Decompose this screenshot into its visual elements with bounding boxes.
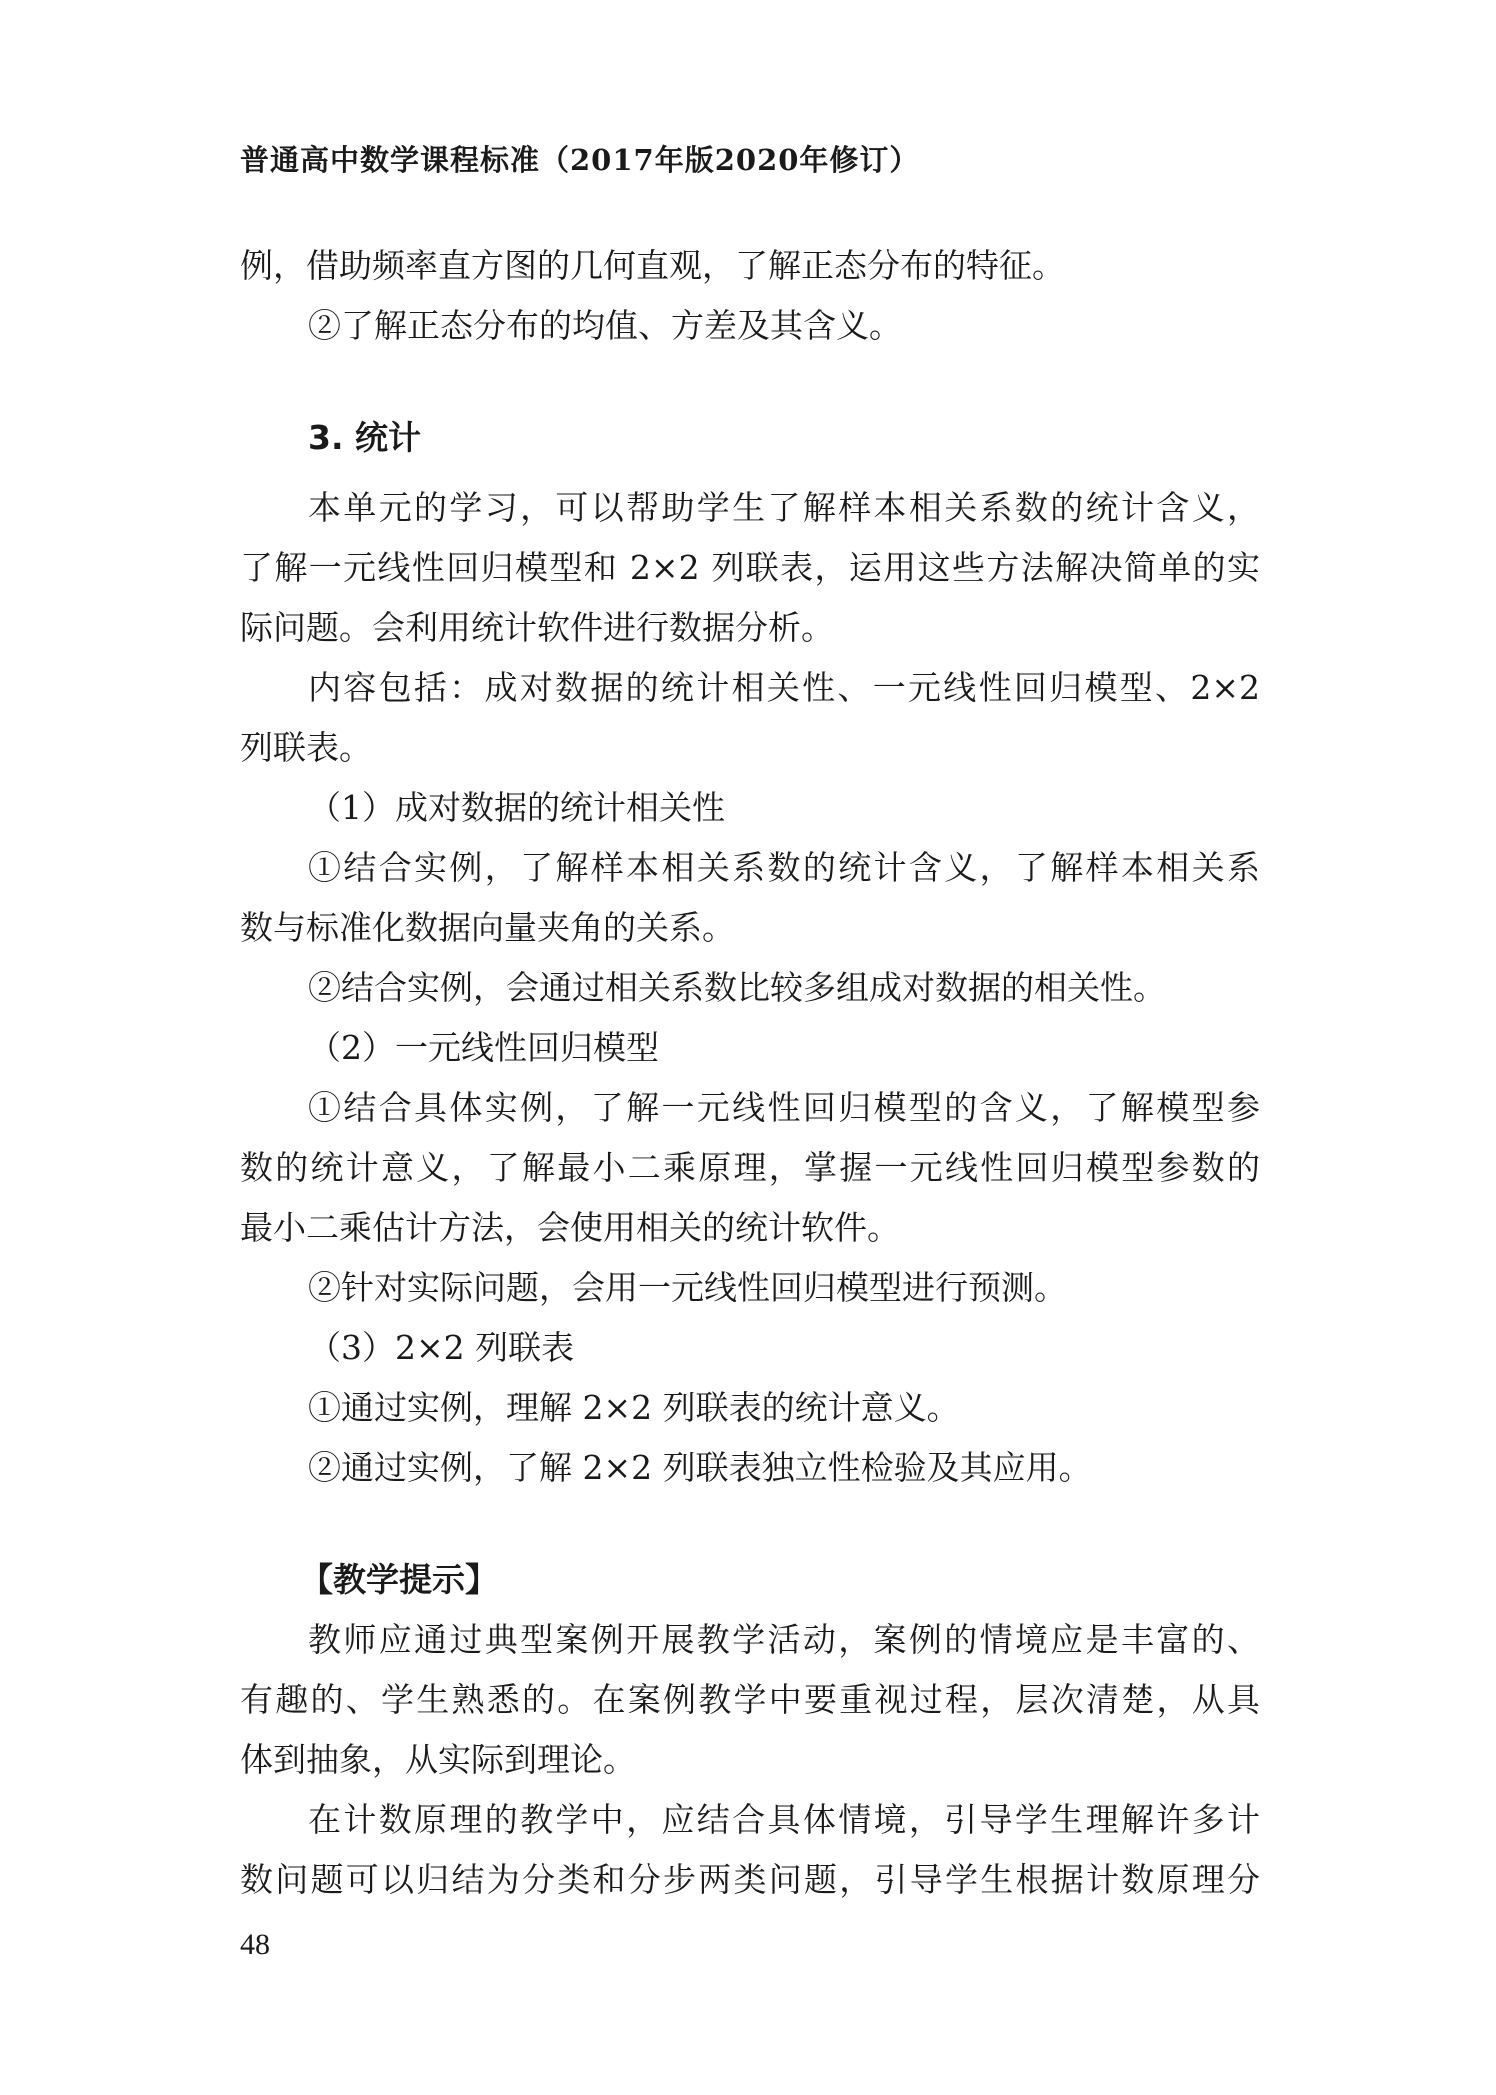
list-item-continuation: 数与标准化数据向量夹角的关系。 (240, 908, 735, 947)
text-line: 例，借助频率直方图的几何直观，了解正态分布的特征。 (240, 246, 1065, 285)
list-item: ①结合实例，了解样本相关系数的统计含义，了解样本相关系 (308, 848, 1260, 887)
subsection-heading: （1）成对数据的统计相关性 (308, 788, 725, 827)
list-item: ②结合实例，会通过相关系数比较多组成对数据的相关性。 (308, 968, 1166, 1007)
paragraph-line: 了解一元线性回归模型和 2×2 列联表，运用这些方法解决简单的实 (240, 548, 1260, 587)
paragraph-line: 在计数原理的教学中，应结合具体情境，引导学生理解许多计 (308, 1800, 1260, 1839)
paragraph-line: 教师应通过典型案例开展教学活动，案例的情境应是丰富的、 (308, 1620, 1260, 1659)
list-item-continuation: 数的统计意义，了解最小二乘原理，掌握一元线性回归模型参数的 (240, 1148, 1260, 1187)
running-header: 普通高中数学课程标准（2017年版2020年修订） (240, 143, 920, 177)
paragraph-line: 内容包括：成对数据的统计相关性、一元线性回归模型、2×2 (308, 668, 1260, 707)
list-item: ②针对实际问题，会用一元线性回归模型进行预测。 (308, 1268, 1067, 1307)
subsection-heading: （3）2×2 列联表 (308, 1328, 575, 1367)
list-item: ①结合具体实例，了解一元线性回归模型的含义，了解模型参 (308, 1088, 1260, 1127)
subsection-heading: （2）一元线性回归模型 (308, 1028, 659, 1067)
list-item-continuation: 最小二乘估计方法，会使用相关的统计软件。 (240, 1208, 900, 1247)
section-heading: 3. 统计 (308, 418, 421, 457)
paragraph-line: 列联表。 (240, 728, 372, 767)
list-item: ②通过实例，了解 2×2 列联表独立性检验及其应用。 (308, 1448, 1092, 1487)
paragraph-line: 数问题可以归结为分类和分步两类问题，引导学生根据计数原理分 (240, 1860, 1260, 1899)
paragraph-line: 体到抽象，从实际到理论。 (240, 1740, 636, 1779)
paragraph-line: 本单元的学习，可以帮助学生了解样本相关系数的统计含义， (308, 488, 1260, 527)
text-line: ②了解正态分布的均值、方差及其含义。 (308, 306, 902, 345)
teaching-tips-heading: 【教学提示】 (300, 1560, 498, 1599)
paragraph-line: 有趣的、学生熟悉的。在案例教学中要重视过程，层次清楚，从具 (240, 1680, 1260, 1719)
list-item: ①通过实例，理解 2×2 列联表的统计意义。 (308, 1388, 960, 1427)
paragraph-line: 际问题。会利用统计软件进行数据分析。 (240, 608, 834, 647)
page-number: 48 (240, 1928, 270, 1961)
